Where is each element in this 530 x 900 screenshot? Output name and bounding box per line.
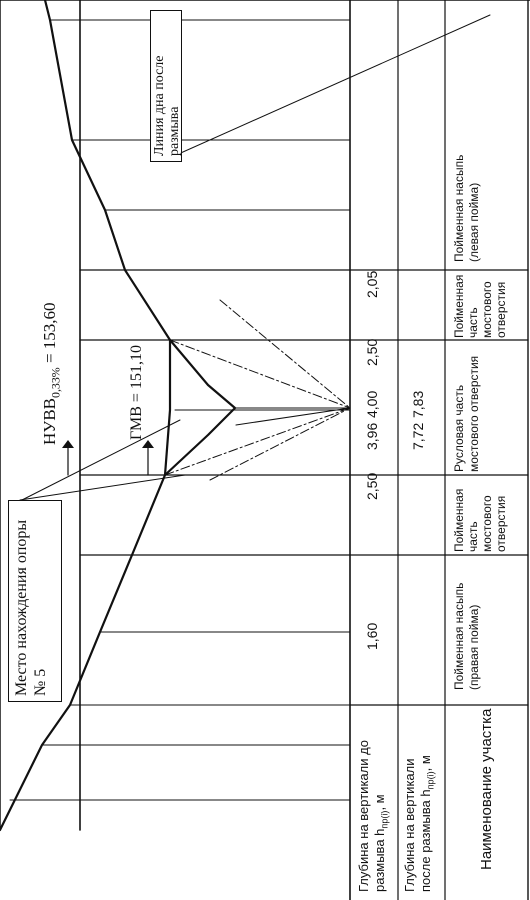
depth-before-value: 1,60: [364, 622, 380, 650]
scour-line-dashdot: [165, 408, 350, 475]
depth-before-value: 4,00: [364, 390, 380, 418]
nuvv-label: $НУВВ_{0,33\%} = 153,60$: [40, 302, 63, 445]
bed-line-label: Линия дна после размыва: [152, 55, 182, 156]
depth-after-value: 7,72: [410, 422, 426, 450]
section-name-left-floodplain: Пойменная насыпь (левая пойма): [452, 154, 481, 262]
depth-before-value: 2,05: [364, 270, 380, 298]
row-section-name-label: Наименование участка: [478, 708, 495, 870]
row-depth-before-label: Глубина на вертикали до размыва $h_{пр(i)}$, м: [356, 740, 390, 892]
depth-after-value: 7,83: [410, 390, 426, 418]
depth-before-value: 2,50: [364, 472, 380, 500]
scour-line-dashdot: [220, 300, 350, 408]
section-name-right-floodplain: Пойменная насыпь (правая пойма): [452, 582, 481, 690]
gmv-arrow-icon: [142, 440, 154, 448]
leader-bed-line: [165, 15, 490, 160]
scour-line-dashdot: [170, 340, 350, 408]
section-name-channel: Русловая часть мостового отверстия: [452, 355, 481, 472]
depth-before-value: 2,50: [364, 338, 380, 366]
section-name-bridge-floodplain-left: Пойменная часть мостового отверстия: [452, 274, 508, 338]
pier-label: Место нахождения опоры № 5: [13, 519, 49, 696]
depth-before-value: 3,96: [364, 422, 380, 450]
section-name-bridge-floodplain-right: Пойменная часть мостового отверстия: [452, 488, 508, 552]
row-depth-after-label: Глубина на вертикали после размыва $h_{пр(i)}$, м: [402, 755, 436, 892]
nuvv-arrow-icon: [62, 440, 74, 448]
gmv-label: ГМВ = 151,10: [128, 345, 145, 440]
